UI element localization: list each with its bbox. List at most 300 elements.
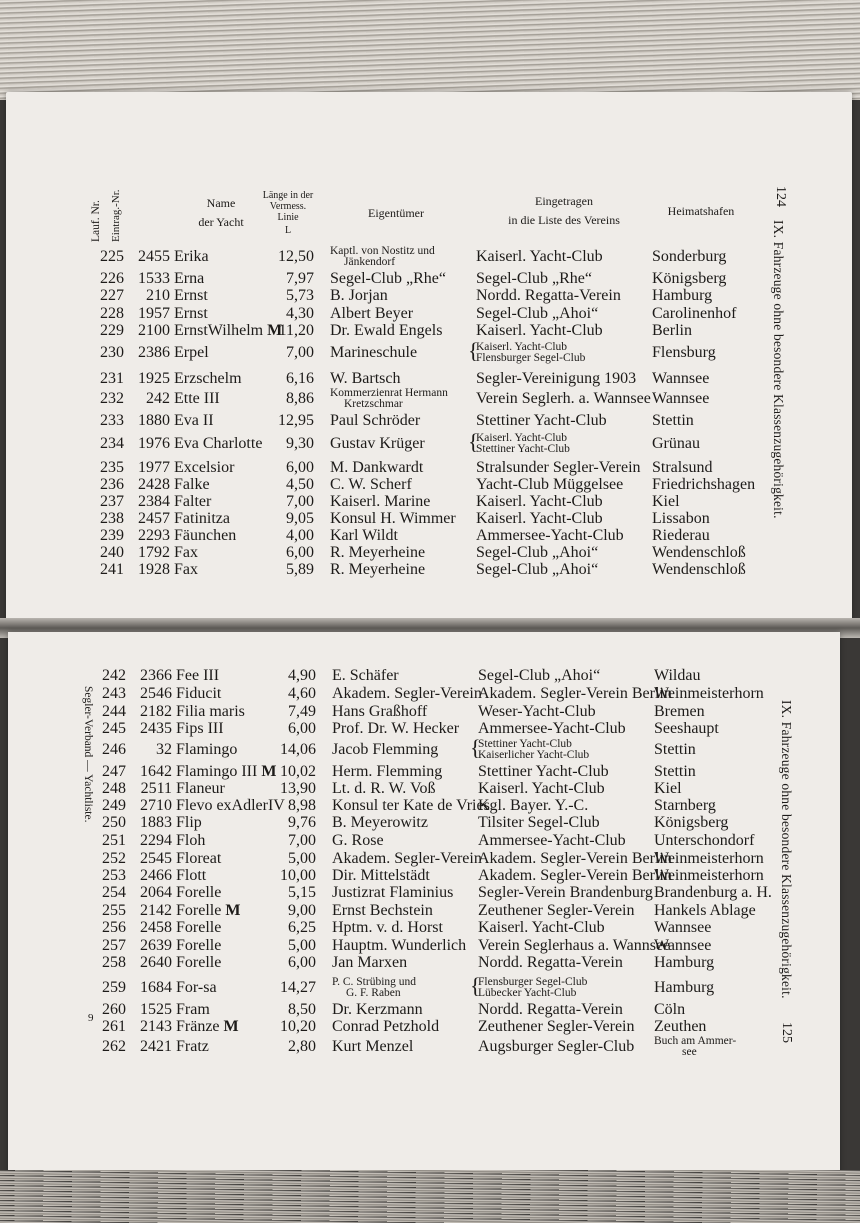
yacht-name-text: Fips III — [176, 720, 224, 737]
heimatshafen: Hankels Ablage — [654, 902, 756, 919]
table-row — [6, 338, 786, 364]
laenge: 14,06 — [280, 741, 316, 758]
yacht-name-text: Eva Charlotte — [174, 435, 263, 452]
verein: Kaiserl. Yacht-Club — [476, 493, 603, 510]
eintrag-nr: 2064 — [140, 884, 172, 901]
side-title: IX. Fahrzeuge ohne besondere Klassenzugehörigkeit. — [779, 700, 794, 999]
eigentuemer: Herm. Flemming — [332, 763, 443, 780]
lauf-nr: 242 — [102, 667, 126, 684]
eigentuemer: Hptm. v. d. Horst — [332, 919, 443, 936]
heimatshafen: Hamburg — [652, 287, 713, 304]
yacht-name — [176, 685, 272, 702]
verein — [476, 433, 656, 455]
page-125 — [8, 632, 840, 1180]
motor-mark: M — [267, 322, 283, 339]
yacht-name-text: Falke — [174, 476, 210, 493]
yacht-name — [174, 561, 270, 578]
eintrag-nr: 1684 — [140, 979, 172, 996]
heimatshafen: Wildau — [654, 667, 701, 684]
eintrag-nr: 2466 — [140, 867, 172, 884]
verein: Segel-Club „Ahoi“ — [476, 305, 599, 322]
table-row — [8, 763, 788, 780]
lauf-nr: 239 — [100, 527, 124, 544]
lauf-nr: 255 — [102, 902, 126, 919]
laenge: 6,00 — [288, 720, 316, 737]
signature-mark: 9 — [88, 1012, 94, 1024]
yacht-name-text: Fatinitza — [174, 510, 230, 527]
heimatshafen: Wannsee — [652, 390, 710, 407]
verein: Stettiner Yacht-Club — [478, 763, 609, 780]
heimatshafen: Starnberg — [654, 797, 716, 814]
heimatshafen: Hamburg — [654, 979, 715, 996]
table-row — [8, 814, 788, 831]
lauf-nr: 249 — [102, 797, 126, 814]
laenge: 5,73 — [286, 287, 314, 304]
header-laenge — [252, 190, 324, 236]
eigentuemer: M. Dankwardt — [330, 459, 424, 476]
yacht-name-text: Erna — [174, 270, 205, 287]
yacht-name — [174, 527, 270, 544]
laenge: 9,76 — [288, 814, 316, 831]
heimatshafen: Wendenschloß — [652, 561, 746, 578]
yacht-name — [176, 850, 272, 867]
eintrag-nr: 2457 — [138, 510, 170, 527]
yacht-name-text: Fränze — [176, 1018, 220, 1035]
yacht-name-text: Forelle — [176, 902, 222, 919]
heimatshafen: Zeuthen — [654, 1018, 707, 1035]
lauf-nr: 252 — [102, 850, 126, 867]
eintrag-nr: 2546 — [140, 685, 172, 702]
laenge: 8,86 — [286, 390, 314, 407]
verein: Segel-Club „Ahoi“ — [478, 667, 601, 684]
laenge: 2,80 — [288, 1038, 316, 1055]
yacht-name — [176, 919, 272, 936]
verein: Kaiserl. Yacht-Club — [476, 510, 603, 527]
verein: Weser-Yacht-Club — [478, 703, 596, 720]
yacht-name-text: Ernst — [174, 305, 208, 322]
eigentuemer — [330, 246, 480, 268]
verein-line2: Stettiner Yacht-Club — [476, 443, 570, 455]
yacht-name — [174, 370, 270, 387]
laenge: 10,20 — [280, 1018, 316, 1035]
laenge: 6,25 — [288, 919, 316, 936]
yacht-name — [174, 412, 270, 429]
eigentuemer: Gustav Krüger — [330, 435, 425, 452]
yacht-name — [176, 1018, 272, 1035]
verein: Kaiserl. Yacht-Club — [476, 248, 603, 265]
lauf-nr: 236 — [100, 476, 124, 493]
eigentuemer: Konsul H. Wimmer — [330, 510, 456, 527]
yacht-name-text: Fratz — [176, 1038, 209, 1055]
eigentuemer-line1: Kaptl. von Nostitz und — [330, 245, 435, 257]
lauf-nr: 251 — [102, 832, 126, 849]
eigentuemer: Prof. Dr. W. Hecker — [332, 720, 460, 737]
laenge: 6,00 — [286, 544, 314, 561]
brace-glyph: { — [470, 973, 481, 998]
laenge: 11,20 — [278, 322, 314, 339]
lauf-nr: 231 — [100, 370, 124, 387]
verein: Segel-Club „Ahoi“ — [476, 561, 599, 578]
header-eintrag: Eintrag.-Nr. — [110, 189, 122, 242]
lauf-nr: 232 — [100, 390, 124, 407]
yacht-name — [174, 322, 283, 339]
yacht-name-text: Flott — [176, 867, 207, 884]
verein: Segler-Vereinigung 1903 — [476, 370, 637, 387]
laenge: 12,95 — [278, 412, 314, 429]
yacht-name — [174, 544, 270, 561]
table-row — [8, 1035, 788, 1058]
heimatshafen: Stralsund — [652, 459, 713, 476]
footer-vertical: Segler-Verband — Yachtliste. — [82, 686, 94, 823]
lauf-nr: 260 — [102, 1001, 126, 1018]
verein: Ammersee-Yacht-Club — [478, 832, 626, 849]
eintrag-nr: 2142 — [140, 902, 172, 919]
eintrag-nr: 2511 — [140, 780, 172, 797]
lauf-nr: 259 — [102, 979, 126, 996]
brace-glyph: { — [468, 338, 479, 363]
verein — [478, 739, 658, 761]
eintrag-nr: 2366 — [140, 667, 172, 684]
verein-line2: Lübecker Yacht-Club — [478, 987, 577, 999]
heimatshafen: Stettin — [654, 763, 696, 780]
heimatshafen: Wannsee — [652, 370, 710, 387]
laenge: 6,00 — [286, 459, 314, 476]
heimatshafen: Kiel — [652, 493, 680, 510]
yacht-name-text: Fram — [176, 1001, 210, 1018]
eigentuemer-line2: Kretzschmar — [344, 398, 403, 410]
table-row — [8, 973, 788, 999]
verein: Stettiner Yacht-Club — [476, 412, 607, 429]
yacht-name-text: ErnstWilhelm — [174, 322, 264, 339]
laenge: 8,98 — [288, 797, 316, 814]
brace-glyph: { — [468, 429, 479, 454]
yacht-name-text: Erzschelm — [174, 370, 242, 387]
verein: Kaiserl. Yacht-Club — [476, 322, 603, 339]
verein: Stralsunder Segler-Verein — [476, 459, 641, 476]
motor-mark: M — [225, 902, 241, 919]
verein-line1: Flensburger Segel-Club — [478, 976, 588, 988]
lauf-nr: 261 — [102, 1018, 126, 1035]
verein: Segel-Club „Rhe“ — [476, 270, 592, 287]
yacht-name — [176, 763, 277, 780]
eigentuemer: Dir. Mittelstädt — [332, 867, 430, 884]
table-row — [6, 493, 786, 510]
laenge: 5,15 — [288, 884, 316, 901]
verein-line1: Kaiserl. Yacht-Club — [476, 432, 568, 444]
yacht-name-text: Flamingo III — [176, 763, 258, 780]
eintrag-nr: 2545 — [140, 850, 172, 867]
side-title: IX. Fahrzeuge ohne besondere Klassenzugehörigkeit. — [771, 220, 786, 519]
eigentuemer: Conrad Petzhold — [332, 1018, 440, 1035]
yacht-name-text: Flip — [176, 814, 202, 831]
table-row — [6, 270, 786, 287]
header-hafen: Heimatshafen — [667, 204, 735, 218]
heimatshafen: Königsberg — [654, 814, 729, 831]
laenge: 5,89 — [286, 561, 314, 578]
laenge: 7,00 — [286, 344, 314, 361]
laenge: 4,00 — [286, 527, 314, 544]
eigentuemer — [332, 973, 482, 999]
eigentuemer-line1: P. C. Strübing und — [332, 976, 417, 988]
eigentuemer: Hans Graßhoff — [332, 703, 428, 720]
yacht-name-text: Fax — [174, 544, 198, 561]
laenge: 7,97 — [286, 270, 314, 287]
laenge: 8,50 — [288, 1001, 316, 1018]
eigentuemer: R. Meyerheine — [330, 561, 426, 578]
laenge: 6,16 — [286, 370, 314, 387]
eintrag-nr: 2435 — [140, 720, 172, 737]
laenge: 10,00 — [280, 867, 316, 884]
eintrag-nr: 1642 — [140, 763, 172, 780]
lauf-nr: 262 — [102, 1038, 126, 1055]
verein-line1: Kaiserl. Yacht-Club — [476, 341, 568, 353]
verein: Zeuthener Segler-Verein — [478, 902, 635, 919]
lauf-nr: 246 — [102, 741, 126, 758]
yacht-name-text: Ette III — [174, 390, 220, 407]
heimatshafen-line1: Buch am Ammer- — [654, 1035, 737, 1047]
verein: Akadem. Segler-Verein Berlin — [478, 867, 672, 884]
header-laenge-line4: L — [284, 225, 292, 236]
lauf-nr: 257 — [102, 937, 126, 954]
eigentuemer: Dr. Kerzmann — [332, 1001, 423, 1018]
eigentuemer: C. W. Scherf — [330, 476, 412, 493]
verein: Yacht-Club Müggelsee — [476, 476, 624, 493]
heimatshafen: Unterschondorf — [654, 832, 755, 849]
laenge: 9,30 — [286, 435, 314, 452]
yacht-name-text: Forelle — [176, 937, 222, 954]
table-row — [6, 387, 786, 410]
heimatshafen: Flensburg — [652, 344, 716, 361]
heimatshafen — [654, 1036, 764, 1058]
eigentuemer-line2: Jänkendorf — [344, 256, 396, 268]
table-row — [6, 370, 786, 387]
yacht-name — [176, 832, 272, 849]
verein-line2: Kaiserlicher Yacht-Club — [478, 749, 590, 761]
table-row — [8, 703, 788, 720]
heimatshafen-line2: see — [682, 1046, 697, 1058]
table-row — [6, 287, 786, 304]
header-verein-line1: Eingetragen — [535, 194, 593, 208]
verein: Verein Seglerhaus a. Wannsee — [478, 937, 671, 954]
lauf-nr: 240 — [100, 544, 124, 561]
table-row — [8, 780, 788, 797]
eintrag-nr: 1925 — [138, 370, 170, 387]
yacht-name — [176, 703, 272, 720]
lauf-nr: 230 — [100, 344, 124, 361]
heimatshafen: Weinmeisterhorn — [654, 685, 764, 702]
laenge: 4,30 — [286, 305, 314, 322]
eintrag-nr: 1533 — [138, 270, 170, 287]
heimatshafen: Friedrichshagen — [652, 476, 756, 493]
eigentuemer: Justizrat Flaminius — [332, 884, 454, 901]
yacht-name-text: Erpel — [174, 344, 209, 361]
yacht-name-text: Flamingo — [176, 741, 238, 758]
table-row — [8, 867, 788, 884]
laenge: 9,00 — [288, 902, 316, 919]
heimatshafen: Königsberg — [652, 270, 727, 287]
page-number: 124 — [773, 186, 788, 207]
eigentuemer: Hauptm. Wunderlich — [332, 937, 467, 954]
header-laenge-line3: Linie — [277, 212, 299, 223]
yacht-name — [176, 1038, 272, 1055]
yacht-name — [176, 797, 285, 814]
heimatshafen: Kiel — [654, 780, 682, 797]
table-row — [8, 720, 788, 737]
eigentuemer: B. Meyerowitz — [332, 814, 428, 831]
eigentuemer: Akadem. Segler-Verein — [332, 850, 482, 867]
table-row — [8, 667, 788, 684]
yacht-name-text: For-sa — [176, 979, 217, 996]
verein: Ammersee-Yacht-Club — [478, 720, 626, 737]
yacht-name-text: Erika — [174, 248, 209, 265]
lauf-nr: 247 — [102, 763, 126, 780]
laenge: 14,27 — [280, 979, 316, 996]
eintrag-nr: 2294 — [140, 832, 172, 849]
header-verein-line2: in die Liste des Vereins — [508, 213, 620, 227]
page-124 — [6, 92, 852, 625]
verein: Nordd. Regatta-Verein — [478, 954, 623, 971]
eintrag-nr: 1883 — [140, 814, 172, 831]
laenge: 12,50 — [278, 248, 314, 265]
yacht-name — [174, 287, 270, 304]
heimatshafen: Hamburg — [654, 954, 715, 971]
eintrag-nr: 1976 — [138, 435, 170, 452]
verein — [478, 977, 658, 999]
yacht-name-text: Fee III — [176, 667, 220, 684]
table-row — [6, 510, 786, 527]
eigentuemer: Paul Schröder — [330, 412, 421, 429]
eintrag-nr: 32 — [156, 741, 172, 758]
lauf-nr: 235 — [100, 459, 124, 476]
verein: Kgl. Bayer. Y.-C. — [478, 797, 589, 814]
eigentuemer-line1: Kommerzienrat Hermann — [330, 387, 448, 399]
eintrag-nr: 242 — [146, 390, 170, 407]
verein-line2: Flensburger Segel-Club — [476, 352, 586, 364]
heimatshafen: Stettin — [652, 412, 694, 429]
laenge: 5,00 — [288, 850, 316, 867]
heimatshafen: Grünau — [652, 435, 700, 452]
heimatshafen: Wannsee — [654, 919, 712, 936]
lauf-nr: 243 — [102, 685, 126, 702]
eigentuemer: E. Schäfer — [332, 667, 399, 684]
yacht-name — [174, 459, 270, 476]
eigentuemer: Albert Beyer — [330, 305, 414, 322]
eigentuemer: Kurt Menzel — [332, 1038, 414, 1055]
eigentuemer: Kaiserl. Marine — [330, 493, 431, 510]
eigentuemer: G. Rose — [332, 832, 384, 849]
eigentuemer: Lt. d. R. W. Voß — [332, 780, 436, 797]
yacht-name — [176, 814, 272, 831]
eintrag-nr: 1525 — [140, 1001, 172, 1018]
laenge: 6,00 — [288, 954, 316, 971]
yacht-name — [176, 1001, 272, 1018]
yacht-name-text: Floreat — [176, 850, 222, 867]
eigentuemer: Ernst Bechstein — [332, 902, 433, 919]
heimatshafen: Wendenschloß — [652, 544, 746, 561]
table-row — [8, 797, 788, 814]
table-row — [6, 459, 786, 476]
eintrag-nr: 2182 — [140, 703, 172, 720]
lauf-nr: 225 — [100, 248, 124, 265]
eintrag-nr: 2710 — [140, 797, 172, 814]
lauf-nr: 256 — [102, 919, 126, 936]
lauf-nr: 245 — [102, 720, 126, 737]
verein: Akadem. Segler-Verein Berlin — [478, 850, 672, 867]
yacht-name-text: Flaneur — [176, 780, 225, 797]
verein: Zeuthener Segler-Verein — [478, 1018, 635, 1035]
eigentuemer: Dr. Ewald Engels — [330, 322, 443, 339]
table-row — [8, 850, 788, 867]
yacht-name — [176, 780, 272, 797]
lauf-nr: 227 — [100, 287, 124, 304]
yacht-name — [174, 248, 270, 265]
yacht-name-text: Ernst — [174, 287, 208, 304]
laenge: 7,49 — [288, 703, 316, 720]
verein: Ammersee-Yacht-Club — [476, 527, 624, 544]
heimatshafen: Weinmeisterhorn — [654, 850, 764, 867]
book-edge-top — [0, 0, 860, 100]
verein: Kaiserl. Yacht-Club — [478, 919, 605, 936]
eintrag-nr: 1957 — [138, 305, 170, 322]
verein: Segler-Verein Brandenburg — [478, 884, 653, 901]
verein: Verein Seglerh. a. Wannsee — [476, 390, 651, 407]
table-row — [8, 735, 788, 761]
lauf-nr: 228 — [100, 305, 124, 322]
table-row — [6, 322, 786, 339]
header-verein — [474, 194, 654, 227]
lauf-nr: 226 — [100, 270, 124, 287]
yacht-name — [176, 667, 272, 684]
table-row — [6, 561, 786, 578]
lauf-nr: 250 — [102, 814, 126, 831]
heimatshafen: Stettin — [654, 741, 696, 758]
yacht-name — [174, 390, 270, 407]
verein — [476, 342, 656, 364]
table-row — [6, 412, 786, 429]
table-row — [8, 919, 788, 936]
yacht-name-text: Falter — [174, 493, 212, 510]
yacht-name — [176, 720, 272, 737]
lauf-nr: 238 — [100, 510, 124, 527]
eigentuemer: Akadem. Segler-Verein — [332, 685, 482, 702]
yacht-name — [174, 493, 270, 510]
eintrag-nr: 2293 — [138, 527, 170, 544]
heimatshafen: Berlin — [652, 322, 692, 339]
table-row — [8, 1018, 788, 1035]
table-row — [6, 429, 786, 455]
yacht-name-text: Forelle — [176, 954, 222, 971]
yacht-name — [176, 741, 272, 758]
yacht-name — [176, 979, 272, 996]
table-row — [8, 937, 788, 954]
eintrag-nr: 1880 — [138, 412, 170, 429]
heimatshafen: Brandenburg a. H. — [654, 884, 772, 901]
yacht-name-text: Fax — [174, 561, 198, 578]
lauf-nr: 234 — [100, 435, 124, 452]
eigentuemer: B. Jorjan — [330, 287, 388, 304]
brace-glyph: { — [470, 735, 481, 760]
yacht-name-text: Eva II — [174, 412, 214, 429]
verein: Segel-Club „Ahoi“ — [476, 544, 599, 561]
yacht-name — [176, 937, 272, 954]
eigentuemer-line2: G. F. Raben — [346, 987, 401, 999]
eigentuemer: W. Bartsch — [330, 370, 401, 387]
table-row — [8, 902, 788, 919]
header-eigentuemer: Eigentümer — [368, 206, 424, 220]
verein: Augsburger Segler-Club — [478, 1038, 635, 1055]
table-row — [6, 527, 786, 544]
lauf-nr: 229 — [100, 322, 124, 339]
